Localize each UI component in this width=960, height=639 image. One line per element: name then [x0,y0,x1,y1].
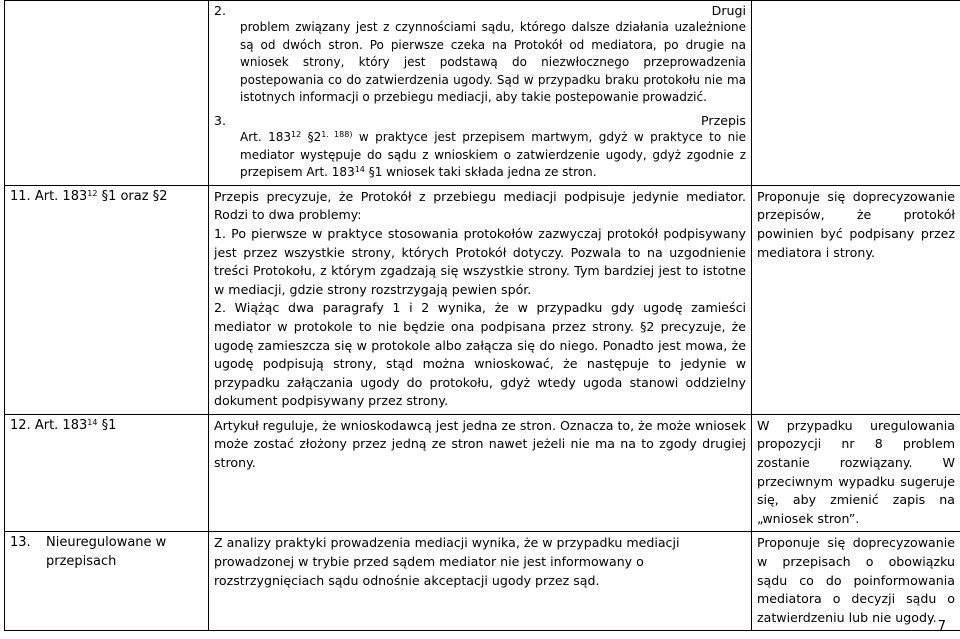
page-number: 7 [937,619,946,634]
content-intro: Z analizy praktyki prowadzenia mediacji wynika, że w przypadku mediacji prowadzonej w trybie przed sądem mediator nie jest informowany o rozstrzygnięciach sądu odnośnie akceptacji ugody przez sąd. [214,535,680,588]
content-cell [209,1,752,186]
table-row [5,1,960,186]
comment-cell [752,185,960,414]
content-cell [209,185,752,414]
item-3-text: Art. $183^{12}$ $\S 2^{1. 188)}$ w praktyce jest przepisem martwym, gdyż w praktyce to nie mediator występuje do sądu z wnioskiem o zatwierdzenie ugody, gdyż zgodnie z przepisem Art. $183^{14}$ §1 wniosek taki składa jedna ze stron. [240,129,746,180]
table-row [5,185,960,414]
row-number-cell [5,532,209,631]
item-3-title: Przepis [701,112,746,128]
item-2-title: Drugi [711,3,746,18]
comment-cell [752,414,960,532]
comment-text: Proponuje się doprecyzowanie w przepisach o obowiązku sądu co do poinformowania mediatora o decyzji sądu o zatwierdzeniu lub nie ugody. [757,535,955,625]
comment-cell [752,532,960,631]
legislation-comments-table [4,0,960,631]
item-2-text: problem związany jest z czynnościami sądu, którego dalsze działania uzależnione są od dwóch stron. Po pierwsze czeka na Protokół od mediatora, po drugie na wniosek strony, który jest podstawą do niezwłocznego przeprowadzenia postepowania co do zatwierdzenia ugody. Sąd w przypadku braku protokołu nie ma istotnych informacji o przebiegu mediacji, aby takie postepowanie prowadzić. [240,20,746,105]
comment-text: W przypadku uregulowania propozycji nr 8 problem zostanie rozwiązany. W przeciwnym wypadku sugeruje się, aby zmienić zapis na „wniosek stron”. [757,417,955,526]
row-number: 11. [10,188,31,204]
row-number-cell [5,414,209,532]
comment-cell [752,1,960,186]
row-number-cell [5,1,209,186]
table-row [5,414,960,532]
article-reference: Nieuregulowane w przepisach [46,535,167,570]
article-reference: Art. $183^{12}$ §1 oraz §2 [34,188,168,204]
row-number: 12. [10,417,31,433]
row-number-cell [5,185,209,414]
content-cell [209,532,752,631]
item-2-number: 2. [214,3,227,18]
table-row [5,532,960,631]
content-cell [209,414,752,532]
content-point-2: 2. Wiążąc dwa paragrafy 1 i 2 wynika, że w przypadku gdy ugodę zamieści mediator w protokole to nie będzie ona podpisana przez strony. §2 precyzuje, że ugodę zamieszcza się w protokole albo załącza się do niego. Ponadto jest mowa, że ugodę podpisują strony, stąd można wnioskować, że następuje to jedynie w przypadku załączania ugody do protokołu, gdyż wtedy ugoda stanowi oddzielny dokument podpisywany przez strony. [214,300,746,409]
article-reference: Art. $183^{14}$ §1 [34,417,117,433]
content-point-1: 1. Po pierwsze w praktyce stosowania protokołów zazwyczaj protokół podpisywany jest przez wszystkie strony, których Protokół dotyczy. Pozwala to na uzgodnienie treści Protokołu, z którym zgadzają się wszystkie strony. Tym bardziej jest to istotne w mediacji, gdzie strony rozstrzygają pewien spór. [214,225,746,297]
row-number: 13. [10,535,31,551]
comment-text: Proponuje się doprecyzowanie przepisów, że protokół powinien być podpisany przez mediatora i strony. [757,188,955,260]
content-intro: Przepis precyzuje, że Protokół z przebiegu mediacji podpisuje jedynie mediator. Rodzi to dwa problemy: [214,188,746,223]
content-intro: Artykuł reguluje, że wnioskodawcą jest jedna ze stron. Oznacza to, że może wniosek może zostać złożony przez jedną ze stron nawet jeżeli nie ma na to zgody drugiej strony. [214,417,746,471]
item-3-number: 3. [214,112,227,128]
